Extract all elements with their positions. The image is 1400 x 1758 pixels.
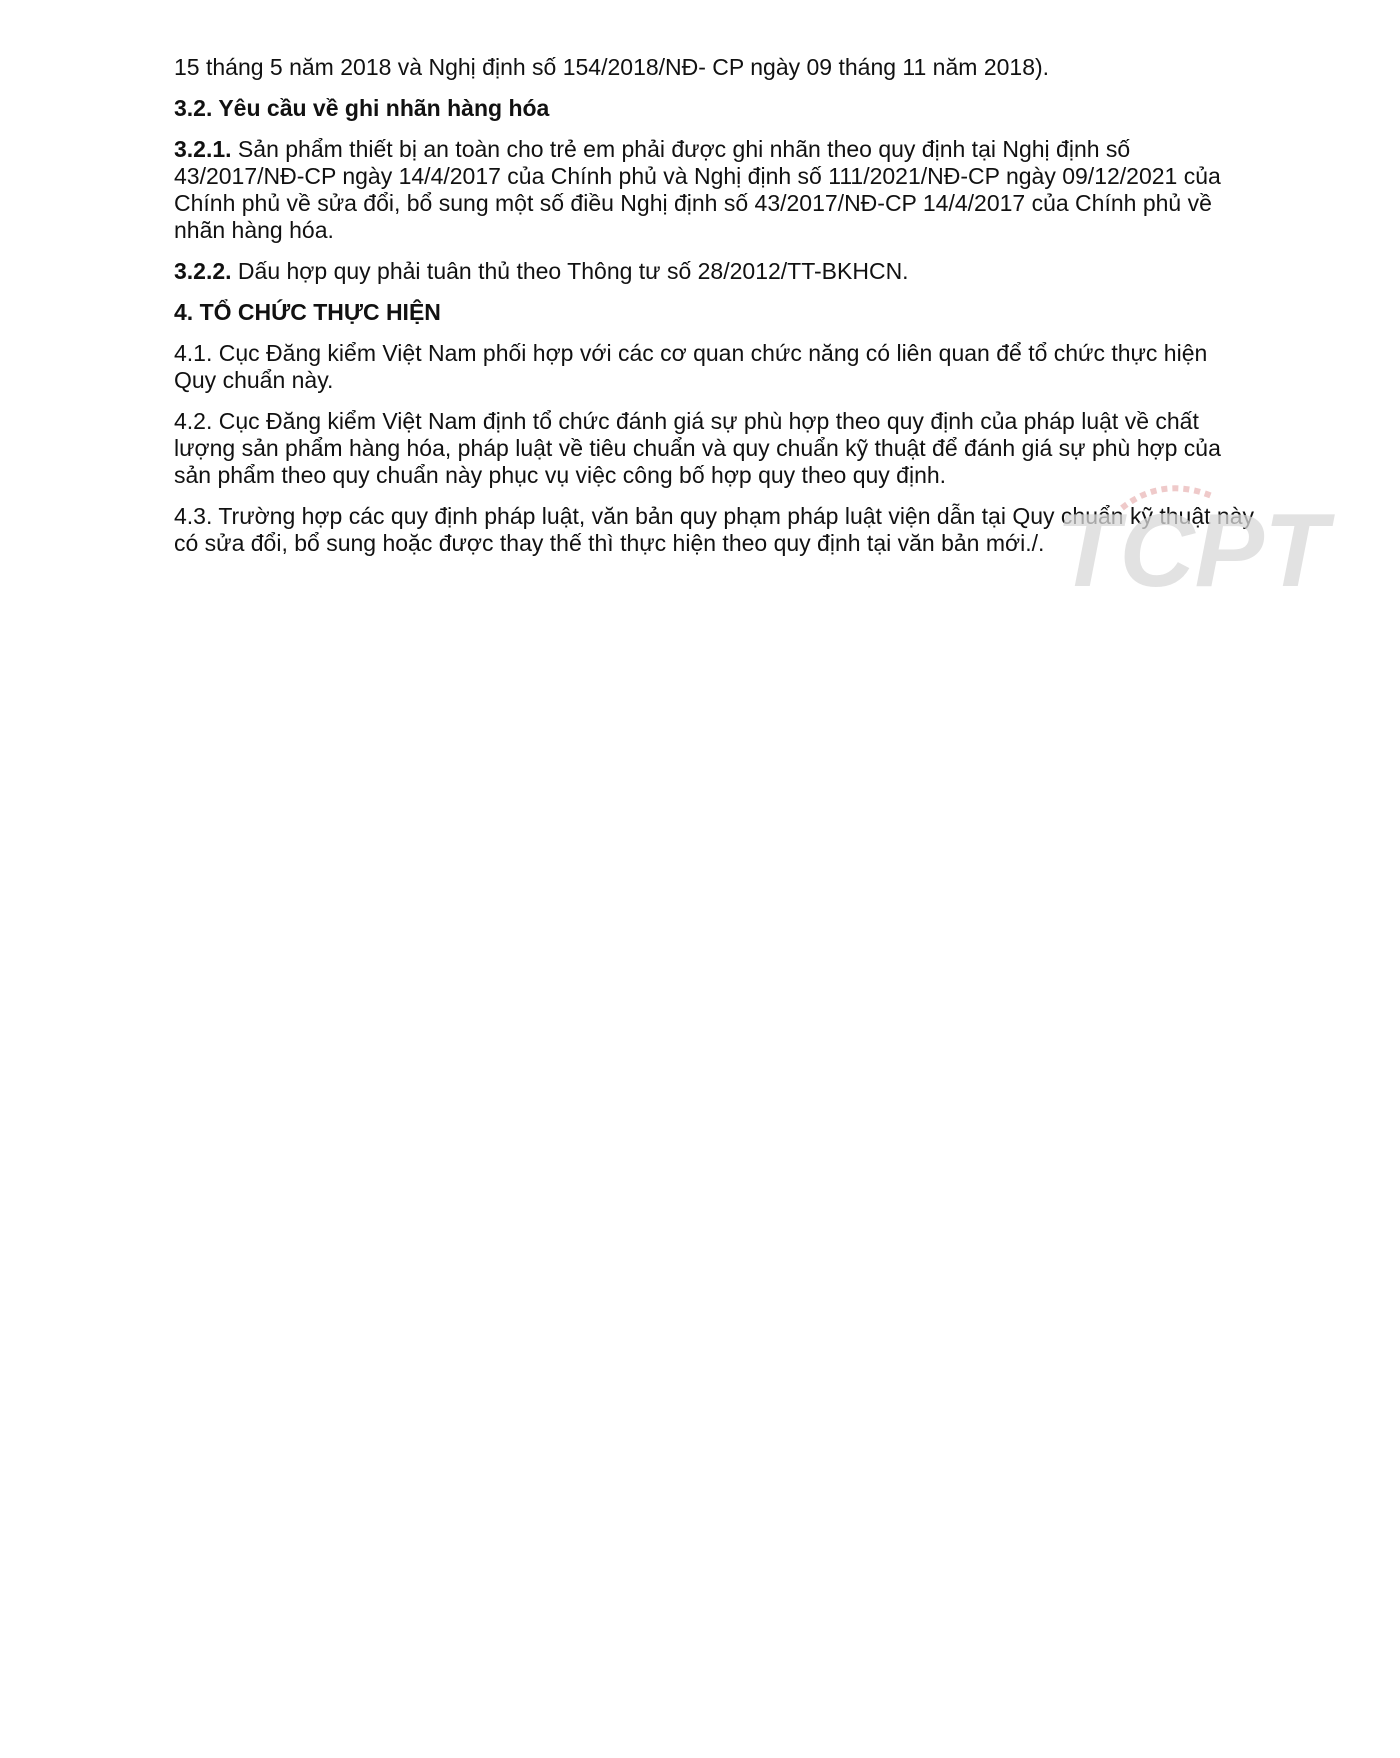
section-heading-3-2: 3.2. Yêu cầu về ghi nhãn hàng hóa [174,95,550,121]
clause-3-2-2 [174,258,1254,285]
clause-4-3: 4.3. Trường hợp các quy định pháp luật, văn bản quy phạm pháp luật viện dẫn tại Quy chuẩn kỹ thuật này có sửa đổi, bổ sung hoặc được thay thế thì thực hiện theo quy định tại văn bản mới./. [174,503,1254,556]
clause-4-1: 4.1. Cục Đăng kiểm Việt Nam phối hợp với các cơ quan chức năng có liên quan để tổ chức thực hiện Quy chuẩn này. [174,340,1208,393]
clause-4-2: 4.2. Cục Đăng kiểm Việt Nam định tổ chức đánh giá sự phù hợp theo quy định của pháp luật về chất lượng sản phẩm hàng hóa, pháp luật về tiêu chuẩn và quy chuẩn kỹ thuật để đánh giá sự phù hợp của sản phẩm theo quy chuẩn này phục vụ việc công bố hợp quy theo quy định. [174,408,1221,488]
section-heading-4: 4. TỔ CHỨC THỰC HIỆN [174,299,441,325]
clause-number: 3.2.2. [174,258,232,284]
paragraph-continuation: 15 tháng 5 năm 2018 và Nghị định số 154/2018/NĐ- CP ngày 09 tháng 11 năm 2018). [174,54,1050,80]
clause-3-2-1 [174,136,1254,244]
clause-text: Dấu hợp quy phải tuân thủ theo Thông tư số 28/2012/TT-BKHCN. [231,258,909,284]
clause-text: Sản phẩm thiết bị an toàn cho trẻ em phải được ghi nhãn theo quy định tại Nghị định số 43/2017/NĐ-CP ngày 14/4/2017 của Chính phủ và Nghị định số 111/2021/NĐ-CP ngày 09/12/2021 của Chính phủ về sửa đổi, bổ sung một số điều Nghị định số 43/2017/NĐ-CP 14/4/2017 của Chính phủ về nhãn hàng hóa. [174,136,1221,243]
watermark-text: TCPT [1056,493,1328,594]
clause-number: 3.2.1. [174,136,232,162]
document-body [174,54,1254,571]
